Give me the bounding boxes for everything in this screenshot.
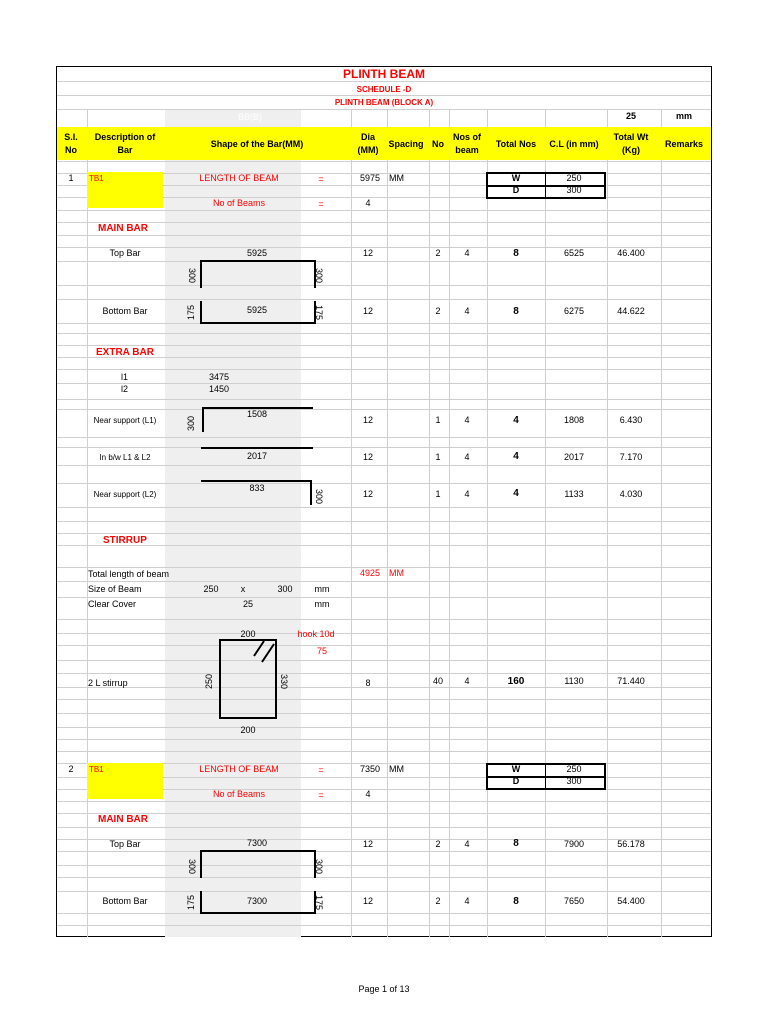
beam1-near-l1-dia: 12 [362,415,374,425]
beam1-bottom-total: 8 [513,306,519,317]
beam1-cover-unit: mm [314,599,330,609]
beam1-l1-label: l1 [121,372,129,382]
beam1-top-label: Top Bar [109,248,141,258]
page-subtitle: PLINTH BEAM (BLOCK A) [334,98,434,107]
beam2-bottom-total: 8 [513,896,519,907]
beam1-bottom-nos: 4 [464,306,470,316]
beam1-stirrup-spacing: 40 [432,676,444,686]
beam1-bottom-bar-shape [195,299,325,327]
beam2-length-label: LENGTH OF BEAM [199,764,279,774]
beam1-near-l1-shape [195,404,320,434]
col-shape: Shape of the Bar(MM) [210,139,304,149]
beam1-top-total: 8 [513,248,519,259]
beam1-cover-label: Clear Cover [88,599,137,609]
beam1-length-value: 5975 [359,173,380,183]
beam1-top-left-leg: 300 [187,267,198,284]
beam1-near-l1-no: 1 [435,415,441,425]
col-kg: (Kg) [622,145,640,155]
beam1-stirrup-left-dim: 250 [204,673,215,690]
beam2-bottom-dia: 12 [362,896,374,906]
beam1-l2-value: 1450 [209,384,230,394]
beam1-between-no: 1 [435,452,441,462]
beam1-stirrup-top-dim: 200 [240,629,256,639]
beam1-cover-value: 25 [242,599,254,609]
beam1-between-label: In b/w L1 & L2 [99,453,151,462]
beam1-main-bar-heading: MAIN BAR [98,223,148,234]
beam1-l2-label: l2 [121,384,129,394]
beam2-top-label: Top Bar [109,839,141,849]
col-nos-of: Nos of [453,132,481,142]
beam1-total-length-label: Total length of beam [88,569,170,579]
col-total-nos: Total Nos [495,139,537,149]
col-sl: S.I. [64,132,78,142]
beam2-d-value: 300 [566,776,582,786]
beam2-beams-value: 4 [365,789,371,799]
schedule-label: SCHEDULE -D [356,85,412,94]
col-dia: Dia [360,132,376,142]
beam1-near-l1-cl: 1808 [563,415,585,425]
beam1-length-eq: = [318,174,324,184]
beam1-between-dia: 12 [362,452,374,462]
beam1-bottom-no: 2 [435,306,441,316]
beam2-bottom-cl: 7650 [563,896,585,906]
beam2-top-nos: 4 [464,839,470,849]
beam1-top-dia: 12 [362,248,374,258]
col-total-wt: Total Wt [613,132,649,142]
beam1-top-wt: 46.400 [617,248,645,258]
beam1-sl: 1 [68,173,74,183]
beam2-main-bar-heading: MAIN BAR [98,814,148,825]
beam1-total-length-value: 4925 [359,568,380,578]
beam1-near-l2-leg: 300 [314,488,325,505]
beam1-near-l1-nos: 4 [464,415,470,425]
col-no: No [432,139,444,149]
beam2-bottom-nos: 4 [464,896,470,906]
beam2-bottom-label: Bottom Bar [102,896,148,906]
beam2-top-right-leg: 300 [314,858,325,875]
beam1-stirrup-heading: STIRRUP [103,535,147,546]
beam1-length-label: LENGTH OF BEAM [199,173,279,183]
beam1-top-right-leg: 300 [314,267,325,284]
beam2-top-wt: 56.178 [617,839,645,849]
beam1-near-l1-wt: 6.430 [619,415,643,425]
beam1-bottom-wt: 44.622 [617,306,645,316]
beam1-near-l2-len: 833 [249,483,265,493]
beam1-size-x: x [240,584,246,594]
col-sl-2: No [65,145,77,155]
beam1-size-unit: mm [314,584,330,594]
beam2-length-unit: MM [389,764,404,774]
beam1-top-no: 2 [435,248,441,258]
beam1-between-len: 2017 [246,451,268,461]
beam1-near-l2-nos: 4 [464,489,470,499]
beam1-near-l2-dia: 12 [362,489,374,499]
beam1-beams-eq: = [318,199,324,209]
beam1-stirrup-nos: 4 [464,676,470,686]
col-beam: beam [455,145,479,155]
beam1-near-l2-shape [195,477,320,507]
col-cl: C.L (in mm) [549,139,599,149]
beam1-near-l2-label: Near support (L2) [93,490,157,499]
beam1-stirrup-wt: 71.440 [617,676,645,686]
beam1-near-l1-total: 4 [513,415,519,426]
beam1-bottom-cl: 6275 [563,306,585,316]
beam1-size-w: 250 [203,584,219,594]
beam2-top-dia: 12 [362,839,374,849]
col-remarks: Remarks [664,139,704,149]
beam1-bottom-len: 5925 [246,305,268,315]
beam1-between-nos: 4 [464,452,470,462]
beam2-d: D [512,776,520,786]
beam1-w: W [511,173,521,183]
beam1-name: TB1 [89,174,104,183]
beam2-top-len: 7300 [246,838,268,848]
col-dia-2: (MM) [357,145,379,155]
beam1-near-l2-no: 1 [435,489,441,499]
beam2-bottom-len: 7300 [246,896,268,906]
beam1-stirrup-right-dim: 330 [279,673,290,690]
beam1-stirrup-shape [212,636,282,722]
beam2-w: W [511,764,521,774]
beam1-near-l2-total: 4 [513,488,519,499]
beam2-top-no: 2 [435,839,441,849]
beam1-stirrup-dia: 8 [365,678,371,688]
beam1-near-l1-leg: 300 [186,415,197,432]
beam1-between-cl: 2017 [563,452,585,462]
beam1-bottom-right-leg: 175 [314,304,325,321]
beam1-d: D [512,185,520,195]
beam1-hook-label: hook 10d [297,629,335,639]
col-spacing: Spacing [388,139,424,149]
beam2-bottom-right-leg: 175 [314,894,325,911]
page-footer: Page 1 of 13 [358,984,410,994]
beam2-name: TB1 [89,765,104,774]
page-title: PLINTH BEAM [343,67,425,81]
unit-value: 25 [625,111,637,121]
beam2-length-value: 7350 [359,764,380,774]
beam1-stirrup-row-label: 2 L stirrup [88,678,128,688]
beam1-total-length-unit: MM [389,568,404,578]
beam1-top-nos: 4 [464,248,470,258]
beam1-near-l1-len: 1508 [246,409,268,419]
beam2-beams-eq: = [318,790,324,800]
beam1-top-bar-shape [195,258,325,290]
beam1-between-wt: 7.170 [619,452,643,462]
beam1-near-l1-label: Near support (L1) [93,416,157,425]
beam2-bottom-no: 2 [435,896,441,906]
beam1-hook-value: 75 [316,646,328,656]
beam2-length-eq: = [318,765,324,775]
beam1-beams-value: 4 [365,198,371,208]
beam1-bottom-dia: 12 [362,306,374,316]
beam1-between-total: 4 [513,451,519,462]
beam2-beams-label: No of Beams [212,789,266,799]
beam2-top-left-leg: 300 [187,858,198,875]
beam2-w-value: 250 [566,764,582,774]
col-desc-2: Bar [117,145,133,155]
beam1-beams-label: No of Beams [212,198,266,208]
beam1-between-shape [201,447,313,449]
beam1-length-unit: MM [389,173,404,183]
beam1-stirrup-cl: 1130 [564,676,584,686]
beam2-top-total: 8 [513,838,519,849]
ghost-label: BB(B) [237,112,263,122]
beam1-size-d: 300 [277,584,293,594]
beam1-extra-bar-heading: EXTRA BAR [96,347,154,358]
beam1-l1-value: 3475 [209,372,230,382]
beam1-stirrup-total: 160 [507,676,525,687]
beam2-bottom-bar-shape [195,889,325,917]
beam1-near-l2-wt: 4.030 [619,489,643,499]
beam2-sl: 2 [68,764,74,774]
beam1-top-cl: 6525 [563,248,585,258]
beam1-near-l2-cl: 1133 [564,489,584,499]
beam1-bottom-left-leg: 175 [186,304,197,321]
beam2-top-bar-shape [195,848,325,880]
beam2-top-cl: 7900 [563,839,585,849]
beam2-bottom-left-leg: 175 [186,894,197,911]
beam1-stirrup-bottom-dim: 200 [240,725,256,735]
beam1-top-len: 5925 [246,248,268,258]
beam1-w-value: 250 [566,173,582,183]
unit-label: mm [675,111,693,121]
col-desc: Description of [94,132,156,142]
beam1-d-value: 300 [566,185,582,195]
beam1-bottom-label: Bottom Bar [102,306,148,316]
beam2-bottom-wt: 54.400 [617,896,645,906]
beam1-size-label: Size of Beam [88,584,142,594]
